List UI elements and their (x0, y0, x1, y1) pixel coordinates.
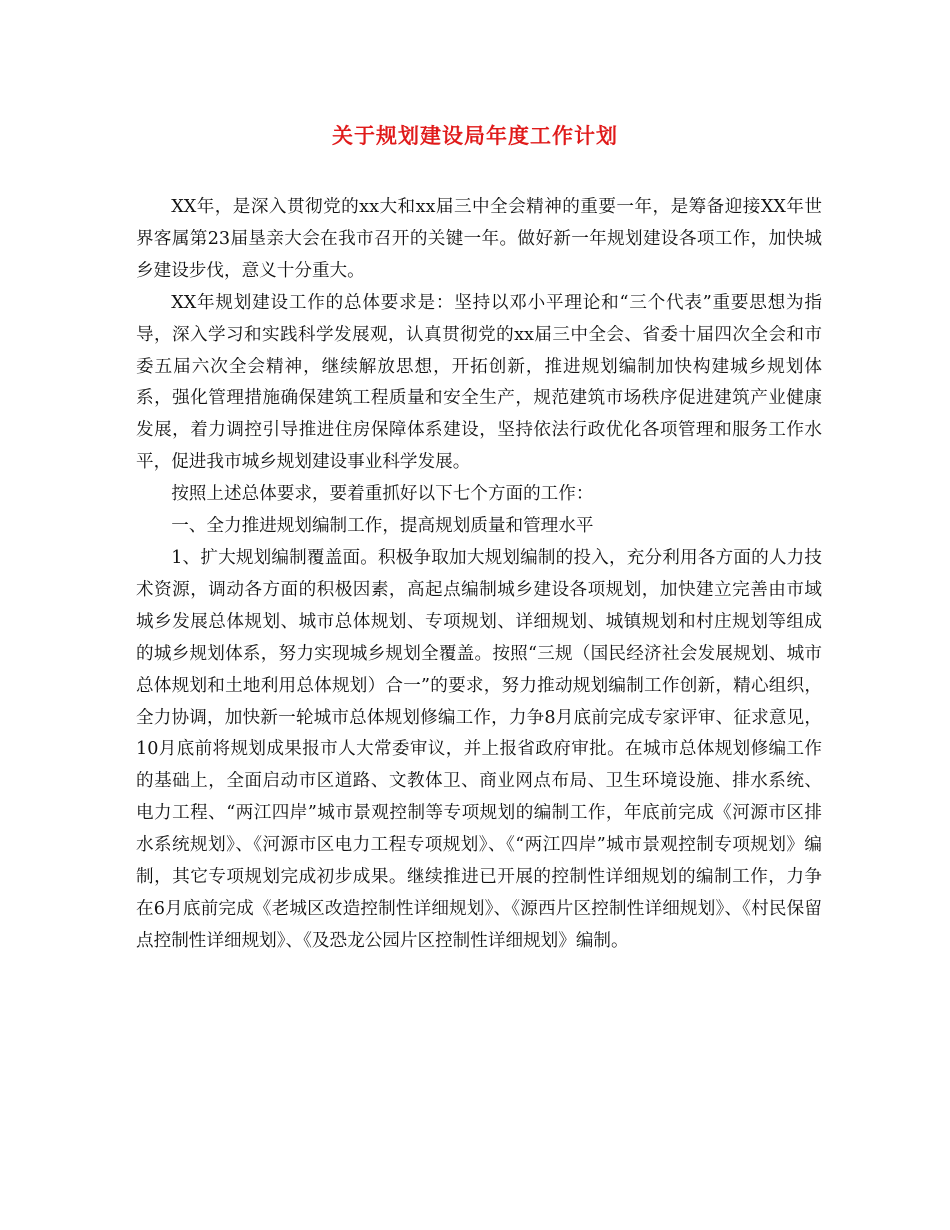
section-heading-1: 一、全力推进规划编制工作，提高规划质量和管理水平 (171, 516, 594, 537)
paragraph-general-requirements: XX年规划建设工作的总体要求是：坚持以邓小平理论和“三个代表”重要思想为指导，深入学习和实践科学发展观，认真贯彻党的xx届三中全会、省委十届四次全会和市委五届六次全会精神，继续解放思想，开拓创新，推进规划编制加快构建城乡规划体系，强化管理措施确保建筑工程质量和安全生产，规范建筑市场秩序促进建筑产业健康发展，着力调控引导推进住房保障体系建设，坚持依法行政优化各项管理和服务工作水平，促进我市城乡规划建设事业科学发展。 (136, 292, 822, 473)
paragraph-seven-aspects: 按照上述总体要求，要着重抓好以下七个方面的工作： (171, 484, 594, 505)
paragraph-intro: XX年，是深入贯彻党的xx大和xx届三中全会精神的重要一年，是筹备迎接XX年世界客属第23届垦亲大会在我市召开的关键一年。做好新一年规划建设各项工作，加快城乡建设步伐，意义十分重大。 (136, 197, 822, 281)
paragraph-item-1: 1、扩大规划编制覆盖面。积极争取加大规划编制的投入，充分利用各方面的人力技术资源，调动各方面的积极因素，高起点编制城乡建设各项规划，加快建立完善由市域城乡发展总体规划、城市总体规划、专项规划、详细规划、城镇规划和村庄规划等组成的城乡规划体系，努力实现城乡规划全覆盖。按照“三规（国民经济社会发展规划、城市总体规划和土地利用总体规划）合一”的要求，努力推动规划编制工作创新，精心组织，全力协调，加快新一轮城市总体规划修编工作，力争8月底前完成专家评审、征求意见，10月底前将规划成果报市人大常委审议，并上报省政府审批。在城市总体规划修编工作的基础上，全面启动市区道路、文教体卫、商业网点布局、卫生环境设施、排水系统、电力工程、“两江四岸”城市景观控制等专项规划的编制工作，年底前完成《河源市区排水系统规划》、《河源市区电力工程专项规划》、《“两江四岸”城市景观控制专项规划》编制，其它专项规划完成初步成果。继续推进已开展的控制性详细规划的编制工作，力争在6月底前完成《老城区改造控制性详细规划》、《源西片区控制性详细规划》、《村民保留点控制性详细规划》、《及恐龙公园片区控制性详细规划》编制。 (136, 547, 822, 951)
document-body (136, 192, 822, 958)
document-title: 关于规划建设局年度工作计划 (332, 123, 618, 148)
